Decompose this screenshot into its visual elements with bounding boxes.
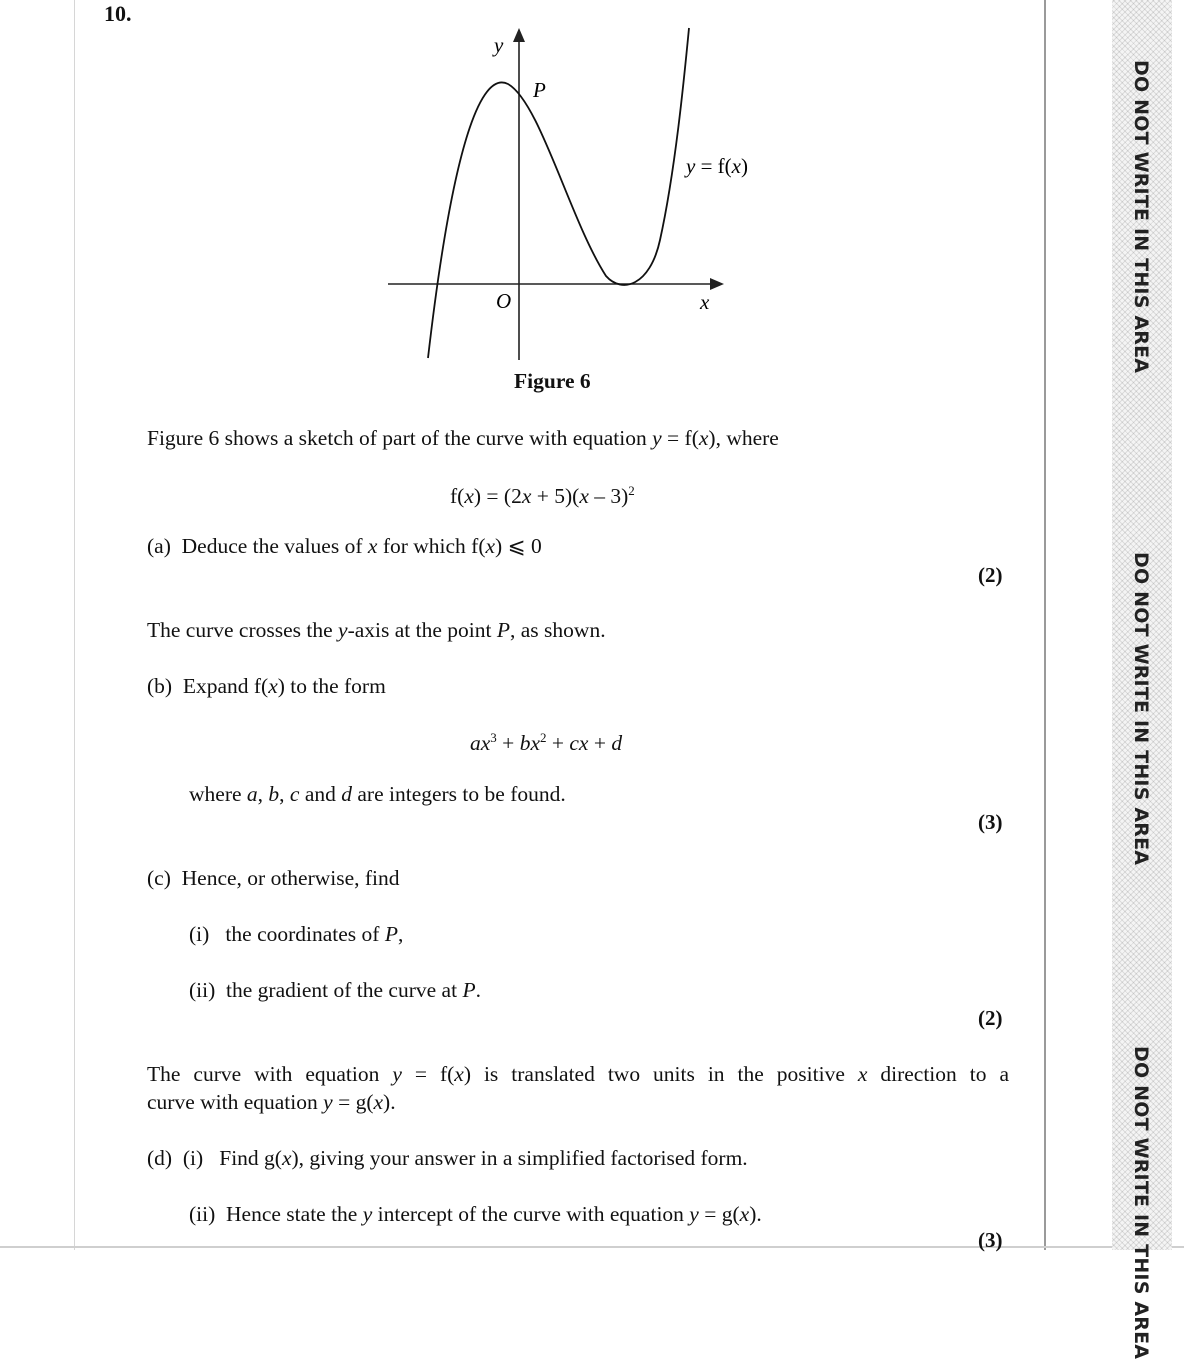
question-number: 10. [104, 1, 132, 26]
equation-part: f( [450, 484, 465, 509]
part-d-ii-text: intercept of the curve with equation [372, 1202, 690, 1226]
equation-part: ) = (2 [473, 484, 522, 509]
part-d-ii [189, 1201, 762, 1227]
part-a-var-x: x [367, 534, 378, 558]
part-c-ii-text: the gradient of the curve at [226, 978, 463, 1002]
do-not-write-label-1: DO NOT WRITE IN THIS AREA [1130, 60, 1152, 374]
poly-exponent: 3 [490, 730, 497, 745]
part-b-var-x: x [268, 674, 278, 698]
y-axis-label: y [494, 33, 504, 57]
poly-term-a: ax [470, 731, 491, 756]
point-p-label: P [533, 78, 546, 102]
part-a-text: ) ⩽ 0 [495, 534, 542, 558]
part-b-text: ) to the form [277, 674, 386, 698]
part-c-marks: (2) [978, 1006, 1003, 1030]
part-a-question [147, 533, 542, 559]
page-right-margin-line [1044, 0, 1046, 1250]
part-d-i [147, 1145, 748, 1171]
part-c-i-point-p: P [384, 922, 398, 946]
translate-var-x: x [857, 1062, 868, 1086]
crosses-text: , as shown. [510, 618, 606, 642]
where-var-c: c [289, 782, 300, 806]
page-bottom-line [0, 1246, 1184, 1248]
where-var-d: d [341, 782, 352, 806]
part-b-question [147, 673, 386, 699]
figure-caption: Figure 6 [514, 369, 591, 393]
part-d-i-label: (i) [182, 1146, 204, 1170]
part-c-i-label: (i) [189, 922, 210, 946]
part-c-text: Hence, or otherwise, find [181, 866, 400, 890]
part-d-i-var-x: x [281, 1146, 292, 1170]
part-d-ii-var-y: y [689, 1202, 699, 1226]
part-c-ii [189, 977, 481, 1003]
curve-y-equals-fx [428, 28, 689, 358]
part-d-i-text: Find g( [219, 1146, 282, 1170]
translate-text: ). [383, 1090, 396, 1114]
part-d-ii-var-x: x [739, 1202, 750, 1226]
part-d-marks: (3) [978, 1228, 1003, 1252]
part-a-label: (a) [147, 534, 171, 558]
do-not-write-label-2: DO NOT WRITE IN THIS AREA [1130, 552, 1152, 866]
do-not-write-label-3: DO NOT WRITE IN THIS AREA [1130, 1046, 1152, 1359]
origin-label: O [496, 289, 512, 313]
part-b-label: (b) [147, 674, 173, 698]
part-c-i-text: , [397, 922, 404, 946]
crosses-text: -axis at the point [347, 618, 497, 642]
x-axis-arrowhead [710, 278, 724, 290]
where-text: where [189, 782, 247, 806]
intro-text: ), where [708, 426, 779, 450]
translate-text: = g( [332, 1090, 374, 1114]
curve-label-x: x [731, 154, 741, 178]
intro-text: = f( [661, 426, 699, 450]
intro-text: Figure 6 shows a sketch of part of the curve with equation [147, 426, 653, 450]
part-b-text: Expand f( [182, 674, 269, 698]
part-d-label: (d) [147, 1146, 173, 1170]
translate-text: direction to a [867, 1062, 1009, 1086]
translate-text: curve with equation [147, 1090, 324, 1114]
part-c-i-text: the coordinates of [225, 922, 385, 946]
curve-crosses-statement [147, 617, 606, 643]
where-text: and [299, 782, 342, 806]
equation-exponent: 2 [628, 483, 635, 498]
translation-statement-line-2 [147, 1089, 396, 1115]
poly-plus: + [588, 731, 612, 756]
poly-exponent: 2 [539, 730, 547, 745]
translate-var-y: y [323, 1090, 333, 1114]
x-axis-label: x [700, 290, 710, 314]
poly-term-d: d [611, 731, 623, 756]
intro-paragraph [147, 425, 779, 451]
equation-part: – 3) [588, 484, 629, 509]
intro-var-x: x [698, 426, 709, 450]
translate-text: = f( [401, 1062, 455, 1086]
part-c-label: (c) [147, 866, 171, 890]
figure-6-graph [0, 0, 1040, 370]
crosses-point-p: P [496, 618, 511, 642]
curve-label-close: ) [741, 154, 748, 178]
where-text: , [279, 782, 290, 806]
equation-var-x: x [579, 484, 589, 509]
curve-label-rest: = f( [695, 154, 732, 178]
equation-var-x: x [521, 484, 532, 509]
translate-var-x: x [373, 1090, 384, 1114]
curve-label [684, 154, 748, 178]
part-d-ii-var-y: y [362, 1202, 373, 1226]
equation-part: + 5)( [531, 484, 580, 509]
part-c-i [189, 921, 403, 947]
translate-text: ) is translated two units in the positive [463, 1062, 858, 1086]
poly-term-c: cx [569, 731, 589, 756]
part-d-i-text: ), giving your answer in a simplified factorised form. [291, 1146, 748, 1170]
part-a-var-x: x [485, 534, 496, 558]
where-var-a: a [246, 782, 258, 806]
part-c-question [147, 865, 400, 891]
where-var-b: b [268, 782, 280, 806]
crosses-var-y: y [338, 618, 348, 642]
part-d-ii-text: Hence state the [226, 1202, 363, 1226]
part-d-ii-text: = g( [698, 1202, 740, 1226]
where-text: are integers to be found. [352, 782, 566, 806]
part-b-marks: (3) [978, 810, 1003, 834]
part-d-ii-label: (ii) [189, 1202, 216, 1226]
translation-statement-line-1 [147, 1061, 1009, 1087]
part-b-where-clause [189, 781, 566, 807]
translate-text: The curve with equation [147, 1062, 393, 1086]
part-d-ii-text: ). [749, 1202, 762, 1226]
part-c-ii-label: (ii) [189, 978, 216, 1002]
equation-var-x: x [464, 484, 474, 509]
y-axis-arrowhead [513, 28, 525, 42]
part-a-marks: (2) [978, 563, 1003, 587]
part-c-ii-point-p: P [462, 978, 476, 1002]
curve-label-y: y [686, 154, 696, 178]
polynomial-form [470, 725, 622, 756]
poly-term-b: bx [519, 731, 540, 756]
poly-plus: + [496, 731, 520, 756]
part-c-ii-text: . [475, 978, 481, 1002]
function-equation [450, 478, 635, 509]
crosses-text: The curve crosses the [147, 618, 339, 642]
translate-var-y: y [392, 1062, 402, 1086]
translate-var-x: x [454, 1062, 464, 1086]
part-a-text: Deduce the values of [181, 534, 368, 558]
intro-var-y: y [652, 426, 662, 450]
part-a-text: for which f( [377, 534, 486, 558]
poly-plus: + [546, 731, 570, 756]
where-text: , [257, 782, 269, 806]
